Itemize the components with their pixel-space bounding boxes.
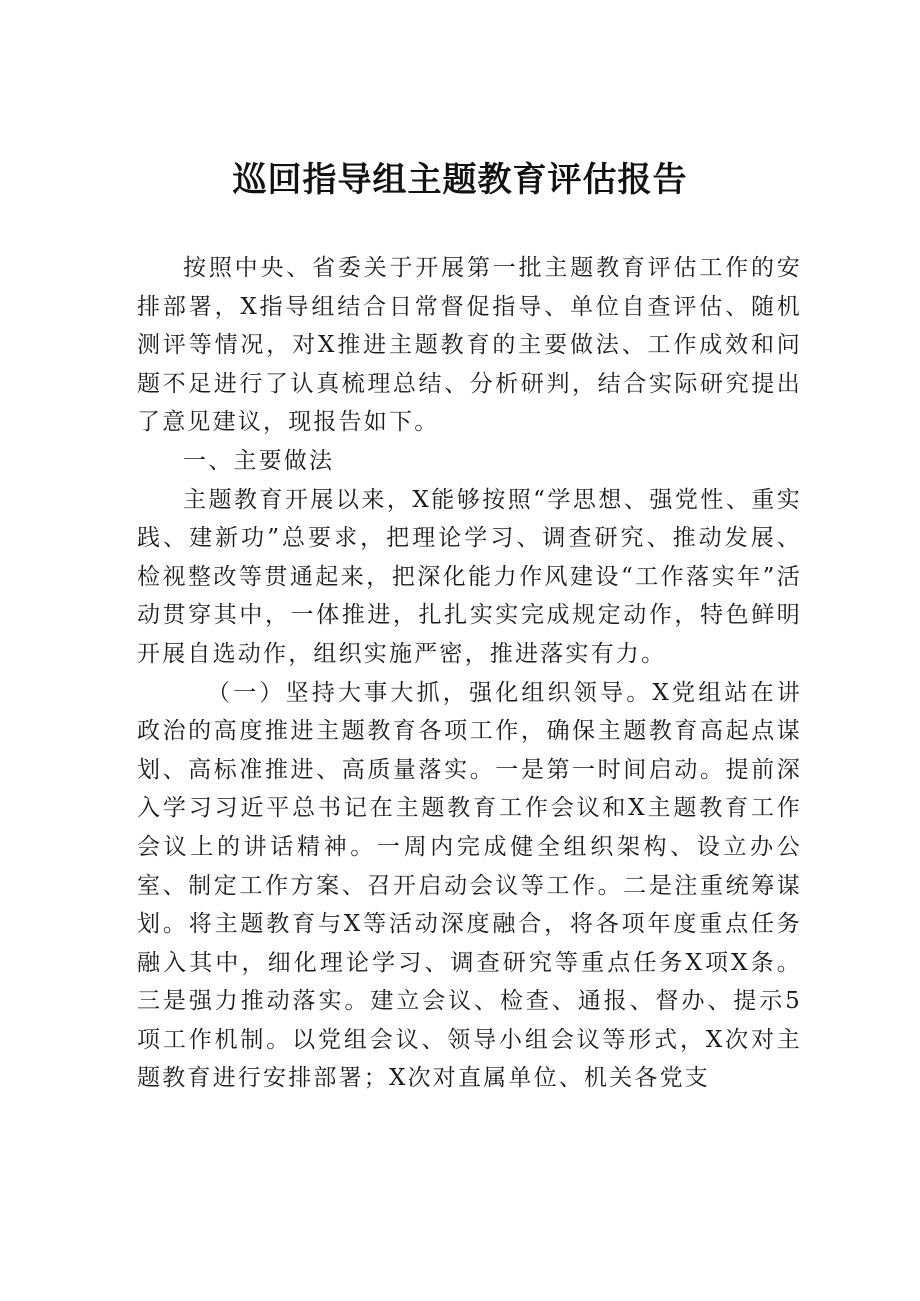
document-body <box>137 249 802 1098</box>
subsection-paragraph-leadership <box>137 674 802 1099</box>
document-title: 巡回指导组主题教育评估报告 <box>232 160 688 200</box>
section-heading-main-practices: 一、主要做法 <box>183 447 335 474</box>
subsection-body-leadership: X党组站在讲政治的高度推进主题教育各项工作，确保主题教育高起点谋划、高标准推进、高质量落实。一是第一时间启动。提前深入学习习近平总书记在主题教育工作会议和X主题教育工作会议上的讲话精神。一周内完成健全组织架构、设立办公室、制定工作方案、召开启动会议等工作。二是注重统筹谋划。将主题教育与X等活动深度融合，将各项年度重点任务融入其中，细化理论学习、调查研究等重点任务X项X条。三是强力推动落实。建立会议、检查、通报、督办、提示5项工作机制。以党组会议、领导小组会议等形式，X次对主题教育进行安排部署；X次对直属单位、机关各党支 <box>137 679 802 1092</box>
intro-paragraph: 按照中央、省委关于开展第一批主题教育评估工作的安排部署，X指导组结合日常督促指导、单位自查评估、随机测评等情况，对X推进主题教育的主要做法、工作成效和问题不足进行了认真梳理总结、分析研判，结合实际研究提出了意见建议，现报告如下。 <box>137 255 802 436</box>
subsection-title-leadership: （一）坚持大事大抓，强化组织领导。 <box>207 679 653 706</box>
section-paragraph-main-practices: 主题教育开展以来，X能够按照“学思想、强党性、重实践、建新功”总要求，把理论学习、调查研究、推动发展、检视整改等贯通起来，把深化能力作风建设“工作落实年”活动贯穿其中，一体推进，扎扎实实完成规定动作，特色鲜明开展自选动作，组织实施严密，推进落实有力。 <box>137 486 802 667</box>
